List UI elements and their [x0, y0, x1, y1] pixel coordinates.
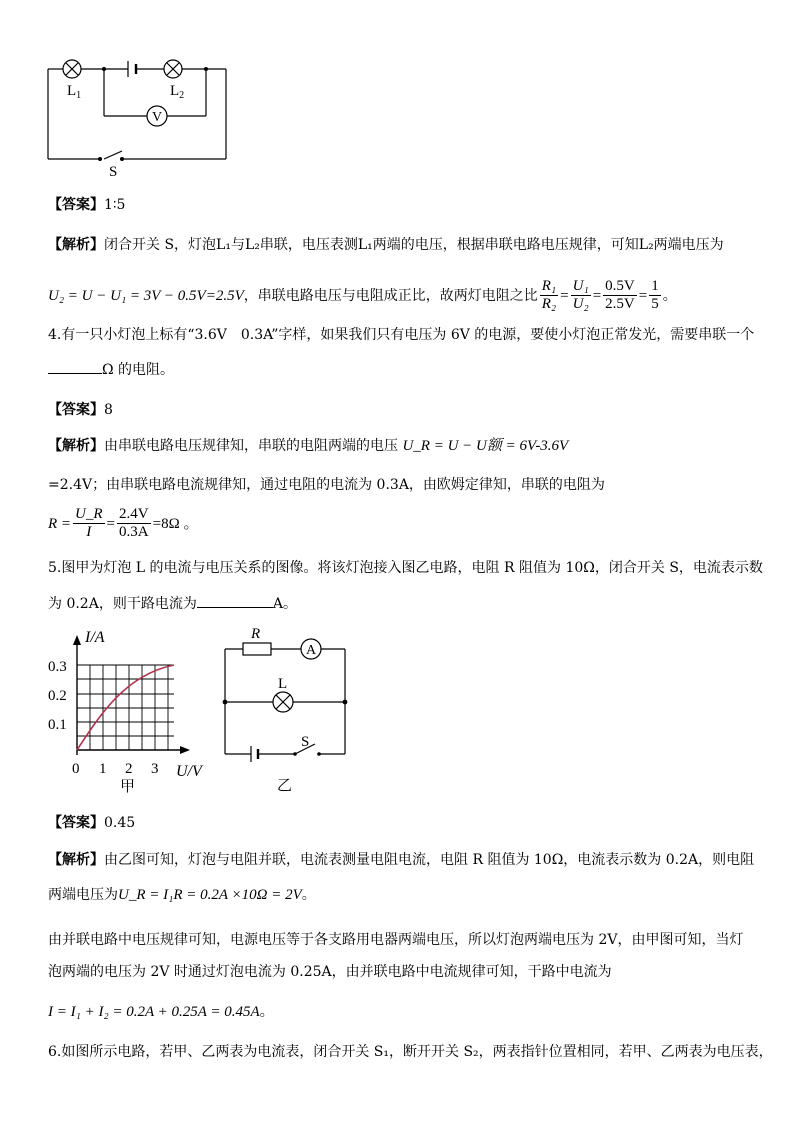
- graph-xtick: 1: [99, 761, 107, 777]
- graph-ytick: 0.2: [48, 688, 67, 704]
- q4-stem-line1: 4.有一只小灯泡上标有“3.6V 0.3A”字样，如果我们只有电压为 6V 的电源，要使小灯泡正常发光，需要串联一个: [48, 327, 755, 343]
- q4-analysis-line1: 【解析】由串联电路电压规律知，串联的电阻两端的电压 U_R = U − U额 = 6V-3.6V: [48, 438, 569, 454]
- q5-analysis-line2: 两端电压为U_R = I₁R = 0.2A ×10Ω = 2V。: [48, 887, 316, 903]
- q5-equation-ur: U_R = I₁R = 0.2A ×10Ω = 2V: [118, 887, 302, 903]
- graph-ytick: 0.3: [48, 659, 67, 675]
- q4-equation-ur: U_R = U − U额 = 6V-3.6V: [402, 438, 569, 454]
- graph-xtick: 0: [72, 761, 80, 777]
- q5-equation-i: I = I₁ + I₂ = 0.2A + 0.25A = 0.45A: [48, 1004, 260, 1020]
- q5-analysis-line1: 【解析】由乙图可知，灯泡与电阻并联，电流表测量电阻电流，电阻 R 阻值为 10Ω，电流表示数为 0.2A，则电阻: [48, 852, 755, 868]
- iu-graph: [40, 625, 220, 800]
- q5-analysis-line5: I = I₁ + I₂ = 0.2A + 0.25A = 0.45A。: [48, 1004, 274, 1020]
- q5-analysis-line4: 泡两端的电压为 2V 时通过灯泡电流为 0.25A，由并联电路中电流规律可知，干路中电流为: [48, 964, 612, 980]
- graph-xtick: 3: [151, 761, 159, 777]
- voltmeter-label: V: [151, 110, 163, 125]
- switch-label: S: [109, 164, 118, 180]
- graph-xtick: 2: [125, 761, 133, 777]
- q5-answer-blank[interactable]: [197, 592, 273, 608]
- ammeter-label: A: [305, 643, 317, 658]
- q5-stem-line2: 为 0.2A，则干路电流为 A。: [48, 592, 297, 614]
- q3-analysis-line2: U₂ = U − U₁ = 3V − 0.5V=2.5V ，串联电路电压与电阻成正比，故两灯电阻之比 $\frac{\text{R₁}}{\text{R₂}}$ = $\frac{\text{U₁}}{\text{U₂}}$ = $\frac{0.5V}{2.5V}$ = $\frac{1}{5}$ 。: [48, 278, 677, 312]
- q4-analysis-line2: =2.4V；由串联电路电流规律知，通过电阻的电流为 0.3A，由欧姆定律知，串联的电阻为: [48, 477, 605, 493]
- q4-answer: 【答案】8: [48, 402, 113, 418]
- q3-answer: 【答案】1∶5: [48, 197, 126, 213]
- q5-answer: 【答案】0.45: [48, 815, 136, 831]
- lamp-label-l1: $L_1$: [67, 83, 82, 101]
- lamp-label-l2: $L_2$: [170, 83, 185, 101]
- resistor-label: R: [251, 626, 261, 642]
- circuit-diagram-2: [215, 622, 360, 800]
- switch-label: S: [301, 734, 310, 750]
- circuit-diagram-1: [40, 52, 240, 182]
- q6-stem-line1: 6.如图所示电路，若甲、乙两表为电流表，闭合开关 S₁，断开开关 S₂，两表指针位置相同，若甲、乙两表为电压表，: [48, 1044, 773, 1060]
- lamp-label: L: [278, 676, 288, 692]
- q3-analysis-line1: 【解析】闭合开关 S，灯泡L₁与L₂串联，电压表测L₁两端的电压，根据串联电路电压规律，可知L₂两端电压为: [48, 237, 724, 253]
- graph-caption: 甲: [120, 779, 136, 795]
- iu-curve: [77, 665, 174, 750]
- q3-equation-u2: U₂ = U − U₁ = 3V − 0.5V=2.5V: [48, 287, 244, 304]
- circuit-caption: 乙: [277, 778, 293, 794]
- q4-analysis-line3: R = $\frac{U\_R}{I}$ = $\frac{2.4V}{0.3A}$ =8Ω 。: [48, 506, 199, 540]
- q4-answer-blank[interactable]: [48, 358, 102, 374]
- graph-ytick: 0.1: [48, 717, 67, 733]
- graph-ylabel: I/A: [85, 629, 105, 646]
- q5-stem-line1: 5.图甲为灯泡 L 的电流与电压关系的图像。将该灯泡接入图乙电路，电阻 R 阻值为 10Ω，闭合开关 S，电流表示数: [48, 560, 763, 576]
- graph-xlabel: U/V: [176, 763, 202, 780]
- q4-stem-line2: Ω 的电阻。: [48, 358, 174, 380]
- q5-analysis-line3: 由并联电路中电压规律可知，电源电压等于各支路用电器两端电压，所以灯泡两端电压为 2V，由甲图可知，当灯: [48, 932, 744, 948]
